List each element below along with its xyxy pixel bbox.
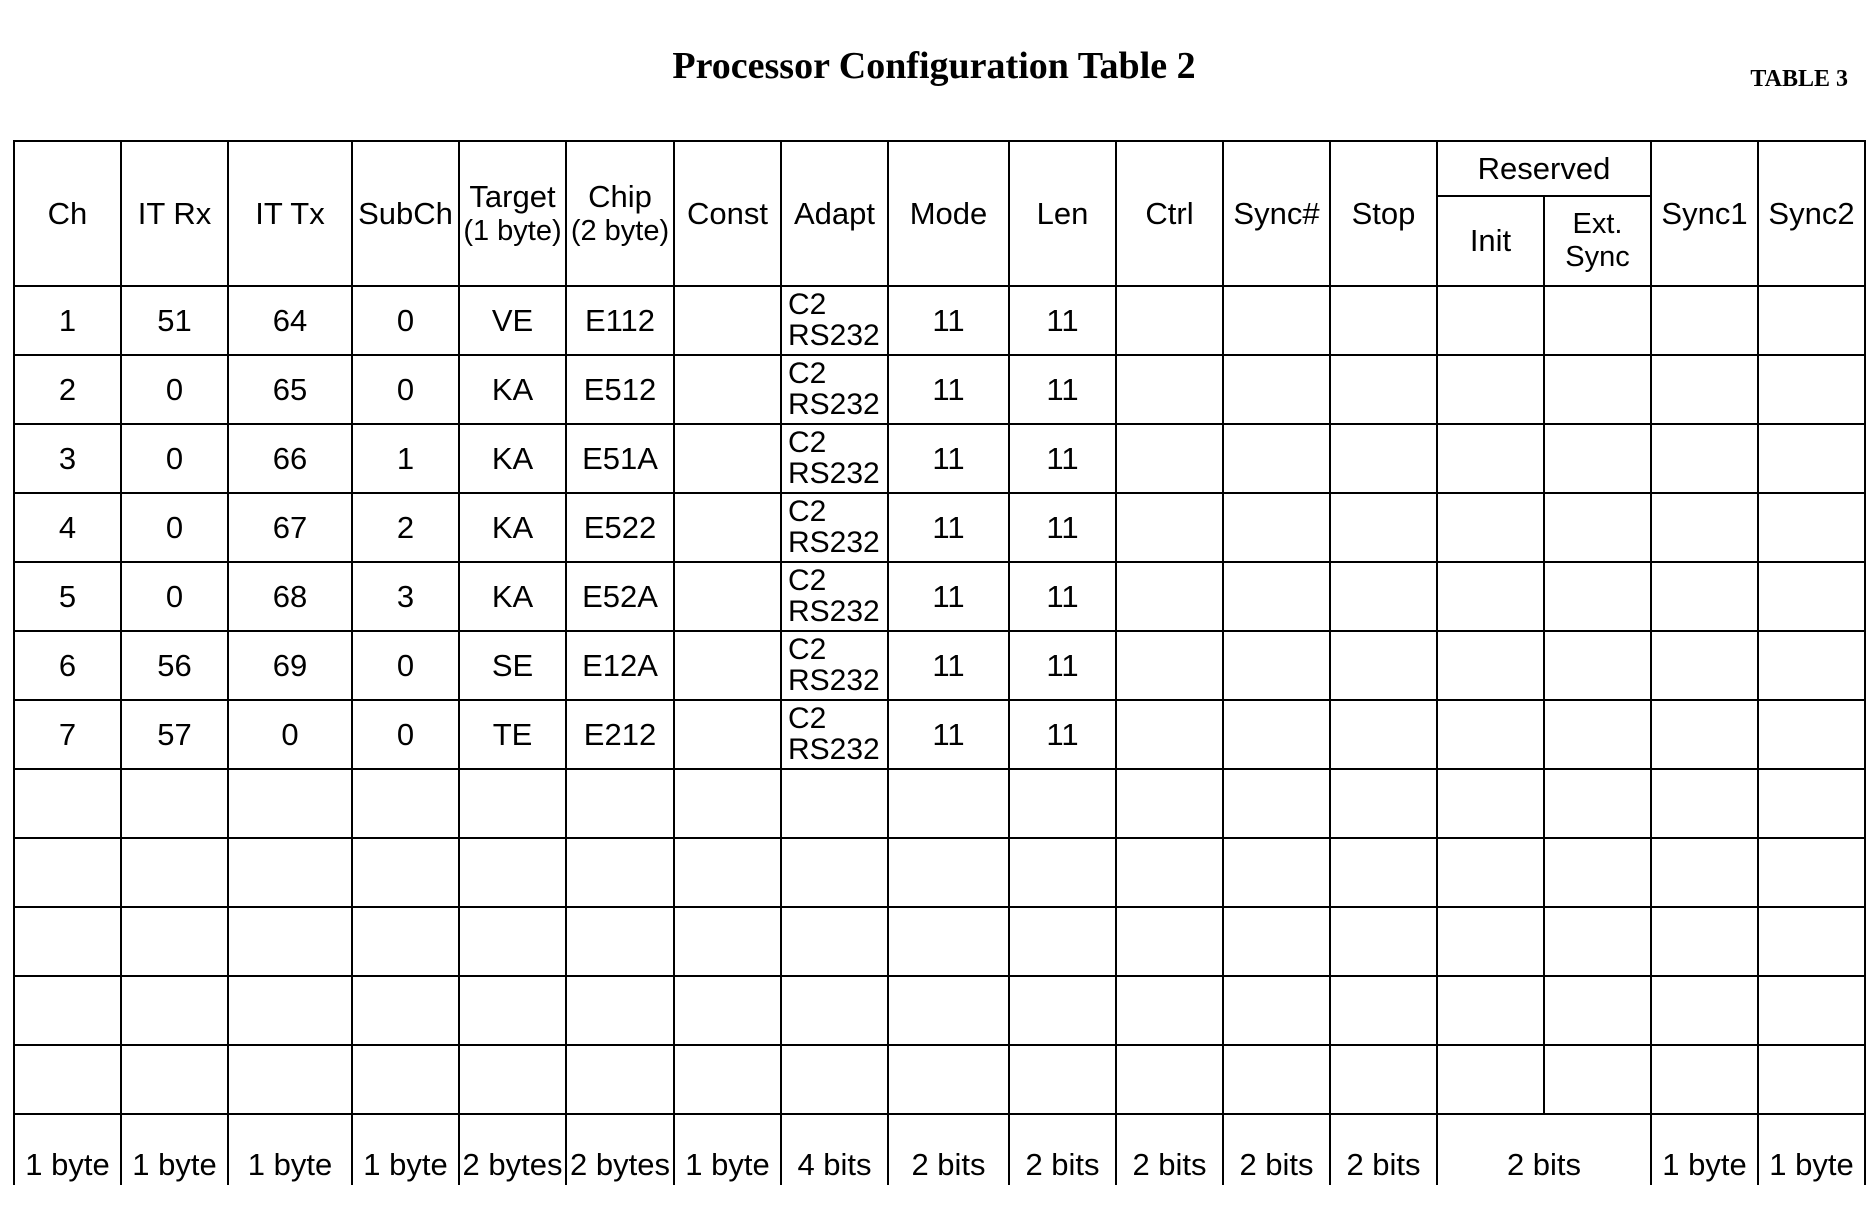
cell-sync2 — [1758, 493, 1865, 562]
empty-cell — [781, 1045, 888, 1114]
empty-cell — [1437, 1045, 1544, 1114]
header-reserved: Reserved — [1437, 141, 1651, 196]
empty-cell — [566, 769, 674, 838]
empty-cell — [1009, 907, 1116, 976]
empty-cell — [14, 838, 121, 907]
cell-ext-sync — [1544, 562, 1651, 631]
empty-cell — [352, 769, 459, 838]
empty-cell — [1330, 1045, 1437, 1114]
cell-adapt — [781, 631, 888, 700]
empty-cell — [121, 976, 228, 1045]
empty-cell — [674, 1045, 781, 1114]
cell-subch: 0 — [352, 631, 459, 700]
cell-ext-sync — [1544, 631, 1651, 700]
empty-row — [14, 838, 1865, 907]
cell-init — [1437, 493, 1544, 562]
cell-it-tx: 65 — [228, 355, 352, 424]
size-sync-num: 2 bits — [1223, 1114, 1330, 1185]
cell-sync2 — [1758, 631, 1865, 700]
size-subch: 1 byte — [352, 1114, 459, 1185]
size-mode: 2 bits — [888, 1114, 1009, 1185]
empty-cell — [14, 1045, 121, 1114]
cell-chip: E212 — [566, 700, 674, 769]
cell-sync-num — [1223, 631, 1330, 700]
cell-len: 11 — [1009, 700, 1116, 769]
empty-cell — [1223, 907, 1330, 976]
empty-cell — [1116, 769, 1223, 838]
cell-const — [674, 562, 781, 631]
header-const: Const — [674, 141, 781, 286]
table-row — [14, 562, 1865, 631]
cell-len: 11 — [1009, 355, 1116, 424]
cell-mode: 11 — [888, 286, 1009, 355]
size-adapt: 4 bits — [781, 1114, 888, 1185]
cell-sync2 — [1758, 700, 1865, 769]
empty-row — [14, 907, 1865, 976]
cell-ctrl — [1116, 424, 1223, 493]
cell-it-tx: 64 — [228, 286, 352, 355]
cell-subch: 1 — [352, 424, 459, 493]
empty-cell — [1009, 838, 1116, 907]
cell-len: 11 — [1009, 286, 1116, 355]
cell-adapt-2: RS232 — [788, 594, 880, 628]
cell-adapt — [781, 355, 888, 424]
cell-adapt — [781, 700, 888, 769]
cell-adapt-1: C2 — [788, 701, 827, 735]
header-sync1: Sync1 — [1651, 141, 1758, 286]
cell-adapt-1: C2 — [788, 563, 827, 597]
empty-cell — [1544, 838, 1651, 907]
header-target-size: (1 byte) — [463, 214, 562, 247]
cell-it-tx: 0 — [228, 700, 352, 769]
empty-cell — [888, 976, 1009, 1045]
header-ch: Ch — [14, 141, 121, 286]
cell-stop — [1330, 286, 1437, 355]
cell-it-rx: 57 — [121, 700, 228, 769]
cell-adapt — [781, 562, 888, 631]
cell-target: SE — [459, 631, 566, 700]
size-target: 2 bytes — [459, 1114, 566, 1185]
empty-cell — [352, 907, 459, 976]
cell-sync-num — [1223, 355, 1330, 424]
empty-cell — [888, 1045, 1009, 1114]
cell-const — [674, 286, 781, 355]
cell-adapt — [781, 493, 888, 562]
header-ext-sync-line2: Sync — [1565, 241, 1630, 273]
empty-cell — [1544, 1045, 1651, 1114]
cell-adapt-1: C2 — [788, 425, 827, 459]
cell-sync1 — [1651, 286, 1758, 355]
header-target — [459, 141, 566, 286]
cell-chip: E51A — [566, 424, 674, 493]
cell-target: TE — [459, 700, 566, 769]
empty-cell — [1330, 838, 1437, 907]
cell-mode: 11 — [888, 700, 1009, 769]
empty-row — [14, 1045, 1865, 1114]
empty-cell — [888, 907, 1009, 976]
size-row — [14, 1114, 1865, 1185]
empty-cell — [1330, 907, 1437, 976]
empty-cell — [1651, 769, 1758, 838]
cell-len: 11 — [1009, 631, 1116, 700]
header-it-rx: IT Rx — [121, 141, 228, 286]
cell-chip: E112 — [566, 286, 674, 355]
empty-cell — [228, 976, 352, 1045]
header-sync-num: Sync# — [1223, 141, 1330, 286]
cell-ch: 2 — [14, 355, 121, 424]
empty-cell — [14, 976, 121, 1045]
table-row — [14, 700, 1865, 769]
empty-cell — [888, 838, 1009, 907]
cell-len: 11 — [1009, 493, 1116, 562]
empty-cell — [459, 1045, 566, 1114]
empty-cell — [674, 976, 781, 1045]
cell-ext-sync — [1544, 355, 1651, 424]
size-const: 1 byte — [674, 1114, 781, 1185]
empty-cell — [1651, 976, 1758, 1045]
empty-cell — [459, 769, 566, 838]
empty-cell — [1758, 907, 1865, 976]
cell-chip: E52A — [566, 562, 674, 631]
cell-it-tx: 69 — [228, 631, 352, 700]
empty-cell — [1437, 907, 1544, 976]
cell-it-tx: 66 — [228, 424, 352, 493]
header-len: Len — [1009, 141, 1116, 286]
header-chip-size: (2 byte) — [570, 214, 670, 247]
empty-cell — [1223, 1045, 1330, 1114]
empty-row — [14, 976, 1865, 1045]
size-ctrl: 2 bits — [1116, 1114, 1223, 1185]
cell-sync1 — [1651, 493, 1758, 562]
empty-cell — [1009, 976, 1116, 1045]
empty-cell — [121, 838, 228, 907]
cell-adapt-2: RS232 — [788, 387, 880, 421]
cell-init — [1437, 286, 1544, 355]
empty-cell — [121, 769, 228, 838]
empty-cell — [1116, 976, 1223, 1045]
empty-cell — [352, 976, 459, 1045]
cell-init — [1437, 562, 1544, 631]
header-target-label: Target — [469, 179, 556, 214]
cell-mode: 11 — [888, 424, 1009, 493]
cell-const — [674, 631, 781, 700]
empty-cell — [1437, 838, 1544, 907]
empty-cell — [1330, 976, 1437, 1045]
empty-cell — [1009, 1045, 1116, 1114]
cell-mode: 11 — [888, 562, 1009, 631]
cell-subch: 0 — [352, 700, 459, 769]
header-it-tx: IT Tx — [228, 141, 352, 286]
cell-chip: E12A — [566, 631, 674, 700]
cell-target: KA — [459, 355, 566, 424]
empty-cell — [459, 907, 566, 976]
empty-cell — [1758, 1045, 1865, 1114]
cell-chip: E512 — [566, 355, 674, 424]
cell-sync-num — [1223, 700, 1330, 769]
empty-cell — [14, 769, 121, 838]
cell-target: VE — [459, 286, 566, 355]
cell-target: KA — [459, 493, 566, 562]
empty-cell — [1116, 1045, 1223, 1114]
empty-cell — [228, 1045, 352, 1114]
cell-const — [674, 700, 781, 769]
header-chip-label: Chip — [588, 179, 652, 214]
cell-subch: 2 — [352, 493, 459, 562]
size-chip: 2 bytes — [566, 1114, 674, 1185]
cell-stop — [1330, 562, 1437, 631]
empty-cell — [14, 907, 121, 976]
cell-it-rx: 0 — [121, 355, 228, 424]
size-sync1: 1 byte — [1651, 1114, 1758, 1185]
empty-cell — [888, 769, 1009, 838]
empty-cell — [674, 907, 781, 976]
empty-cell — [459, 976, 566, 1045]
size-it-tx: 1 byte — [228, 1114, 352, 1185]
cell-sync2 — [1758, 286, 1865, 355]
empty-cell — [1651, 1045, 1758, 1114]
empty-cell — [352, 1045, 459, 1114]
cell-it-rx: 0 — [121, 493, 228, 562]
empty-row — [14, 769, 1865, 838]
cell-ch: 3 — [14, 424, 121, 493]
cell-ctrl — [1116, 493, 1223, 562]
cell-ctrl — [1116, 562, 1223, 631]
cell-ext-sync — [1544, 424, 1651, 493]
cell-it-rx: 0 — [121, 424, 228, 493]
header-ctrl: Ctrl — [1116, 141, 1223, 286]
cell-adapt-1: C2 — [788, 632, 827, 666]
empty-cell — [228, 769, 352, 838]
cell-subch: 0 — [352, 286, 459, 355]
empty-cell — [674, 769, 781, 838]
size-ch: 1 byte — [14, 1114, 121, 1185]
header-mode: Mode — [888, 141, 1009, 286]
size-stop: 2 bits — [1330, 1114, 1437, 1185]
header-ext-sync — [1544, 196, 1651, 286]
cell-sync2 — [1758, 562, 1865, 631]
empty-cell — [1758, 838, 1865, 907]
cell-it-rx: 56 — [121, 631, 228, 700]
header-sync2: Sync2 — [1758, 141, 1865, 286]
page-title: Processor Configuration Table 2 — [672, 45, 1196, 87]
header-subch: SubCh — [352, 141, 459, 286]
size-len: 2 bits — [1009, 1114, 1116, 1185]
cell-adapt-1: C2 — [788, 494, 827, 528]
empty-cell — [459, 838, 566, 907]
empty-cell — [781, 907, 888, 976]
cell-len: 11 — [1009, 424, 1116, 493]
empty-cell — [781, 838, 888, 907]
cell-sync1 — [1651, 424, 1758, 493]
cell-stop — [1330, 493, 1437, 562]
cell-target: KA — [459, 562, 566, 631]
cell-it-rx: 0 — [121, 562, 228, 631]
cell-stop — [1330, 700, 1437, 769]
table-row — [14, 355, 1865, 424]
cell-adapt-2: RS232 — [788, 732, 880, 766]
cell-sync-num — [1223, 562, 1330, 631]
empty-cell — [1544, 907, 1651, 976]
cell-adapt-2: RS232 — [788, 525, 880, 559]
cell-ext-sync — [1544, 700, 1651, 769]
header-chip — [566, 141, 674, 286]
empty-cell — [1437, 976, 1544, 1045]
empty-cell — [121, 907, 228, 976]
cell-subch: 3 — [352, 562, 459, 631]
empty-cell — [1223, 838, 1330, 907]
cell-adapt-2: RS232 — [788, 456, 880, 490]
size-reserved: 2 bits — [1437, 1114, 1651, 1185]
cell-adapt — [781, 286, 888, 355]
config-table — [13, 140, 1866, 1185]
empty-cell — [1223, 976, 1330, 1045]
cell-ctrl — [1116, 355, 1223, 424]
cell-stop — [1330, 631, 1437, 700]
empty-cell — [228, 838, 352, 907]
cell-ch: 5 — [14, 562, 121, 631]
cell-init — [1437, 355, 1544, 424]
cell-mode: 11 — [888, 355, 1009, 424]
cell-ext-sync — [1544, 493, 1651, 562]
empty-cell — [1116, 907, 1223, 976]
cell-adapt-1: C2 — [788, 287, 827, 321]
empty-cell — [781, 769, 888, 838]
cell-init — [1437, 700, 1544, 769]
cell-sync-num — [1223, 286, 1330, 355]
cell-adapt — [781, 424, 888, 493]
cell-mode: 11 — [888, 493, 1009, 562]
cell-ch: 7 — [14, 700, 121, 769]
cell-stop — [1330, 355, 1437, 424]
cell-adapt-1: C2 — [788, 356, 827, 390]
header-adapt: Adapt — [781, 141, 888, 286]
cell-len: 11 — [1009, 562, 1116, 631]
empty-cell — [1544, 769, 1651, 838]
cell-sync1 — [1651, 562, 1758, 631]
cell-subch: 0 — [352, 355, 459, 424]
cell-ch: 6 — [14, 631, 121, 700]
cell-ch: 1 — [14, 286, 121, 355]
cell-ctrl — [1116, 286, 1223, 355]
empty-cell — [781, 976, 888, 1045]
cell-ch: 4 — [14, 493, 121, 562]
cell-ctrl — [1116, 631, 1223, 700]
cell-it-rx: 51 — [121, 286, 228, 355]
cell-it-tx: 67 — [228, 493, 352, 562]
size-it-rx: 1 byte — [121, 1114, 228, 1185]
size-sync2: 1 byte — [1758, 1114, 1865, 1185]
empty-cell — [1651, 907, 1758, 976]
cell-ctrl — [1116, 700, 1223, 769]
empty-cell — [566, 838, 674, 907]
cell-chip: E522 — [566, 493, 674, 562]
cell-const — [674, 493, 781, 562]
cell-const — [674, 424, 781, 493]
table-row — [14, 286, 1865, 355]
empty-cell — [352, 838, 459, 907]
cell-init — [1437, 424, 1544, 493]
empty-cell — [566, 1045, 674, 1114]
empty-cell — [1758, 769, 1865, 838]
header-init: Init — [1437, 196, 1544, 286]
cell-sync-num — [1223, 493, 1330, 562]
empty-cell — [1758, 976, 1865, 1045]
cell-adapt-2: RS232 — [788, 318, 880, 352]
empty-cell — [566, 907, 674, 976]
empty-cell — [1116, 838, 1223, 907]
cell-adapt-2: RS232 — [788, 663, 880, 697]
cell-sync1 — [1651, 631, 1758, 700]
cell-mode: 11 — [888, 631, 1009, 700]
cell-const — [674, 355, 781, 424]
empty-cell — [1330, 769, 1437, 838]
cell-init — [1437, 631, 1544, 700]
cell-sync1 — [1651, 700, 1758, 769]
cell-ext-sync — [1544, 286, 1651, 355]
cell-sync-num — [1223, 424, 1330, 493]
header-ext-sync-line1: Ext. — [1572, 207, 1623, 240]
cell-target: KA — [459, 424, 566, 493]
cell-sync2 — [1758, 355, 1865, 424]
empty-cell — [1544, 976, 1651, 1045]
table-number-label: TABLE 3 — [1750, 66, 1848, 92]
cell-sync2 — [1758, 424, 1865, 493]
table-row — [14, 424, 1865, 493]
empty-cell — [1437, 769, 1544, 838]
header-stop: Stop — [1330, 141, 1437, 286]
table-row — [14, 493, 1865, 562]
empty-cell — [674, 838, 781, 907]
cell-stop — [1330, 424, 1437, 493]
empty-cell — [566, 976, 674, 1045]
empty-cell — [121, 1045, 228, 1114]
table-row — [14, 631, 1865, 700]
table-body — [14, 286, 1865, 1114]
empty-cell — [1009, 769, 1116, 838]
empty-cell — [1651, 838, 1758, 907]
cell-it-tx: 68 — [228, 562, 352, 631]
cell-sync1 — [1651, 355, 1758, 424]
empty-cell — [228, 907, 352, 976]
empty-cell — [1223, 769, 1330, 838]
